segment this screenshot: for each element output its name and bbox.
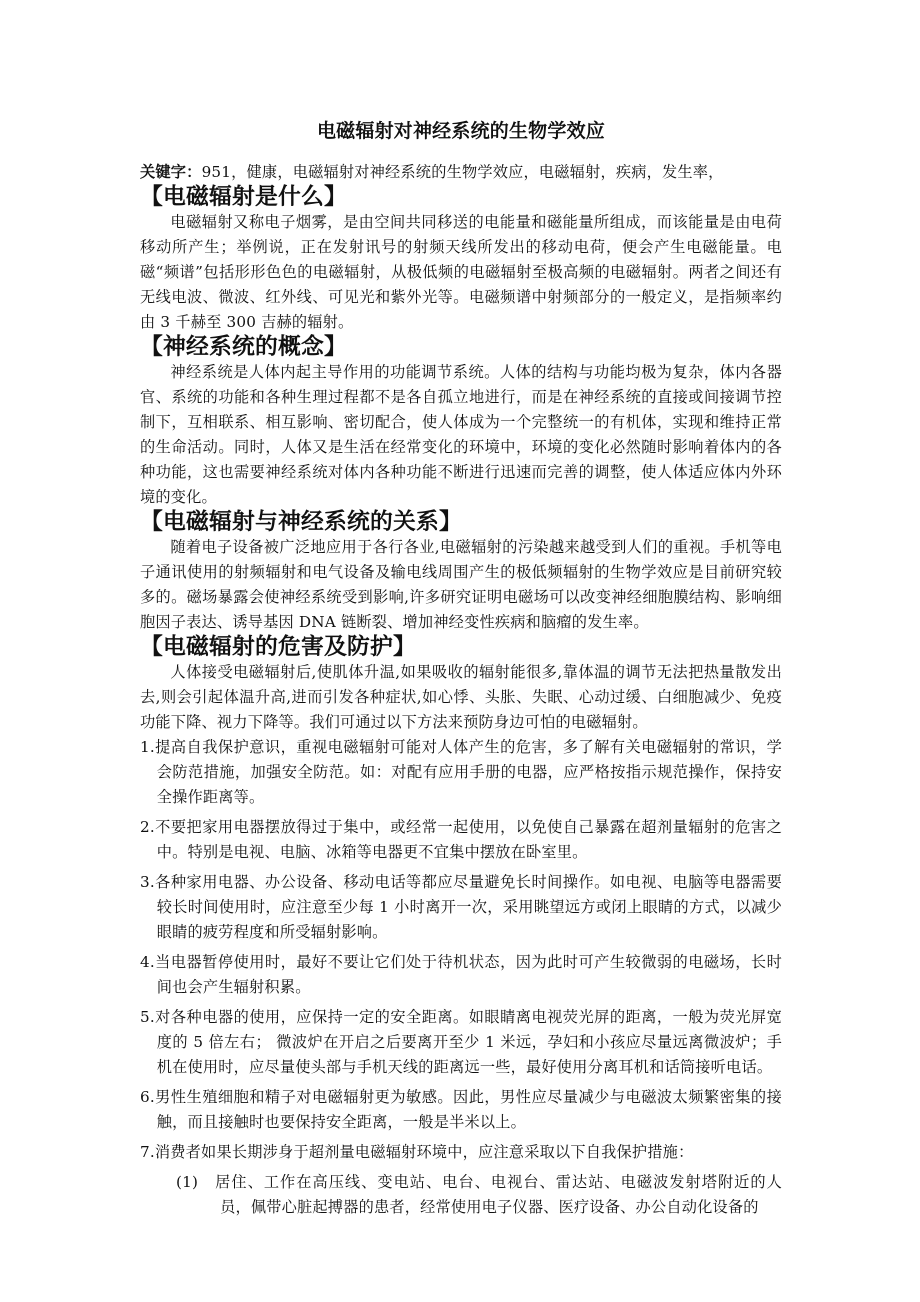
section-paragraph-nervous-system: 神经系统是人体内起主导作用的功能调节系统。人体的结构与功能均极为复杂，体内各器官、系统的功能和各种生理过程都不是各自孤立地进行，而是在神经系统的直接或间接调节控制下，互相联系、相互影响、密切配合，使人体成为一个完整统一的有机体，实现和维持正常的生命活动。同时，人体又是生活在经常变化的环境中，环境的变化必然随时影响着体内的各种功能，这也需要神经系统对体内各种功能不断进行迅速而完善的调整，使人体适应体内外环境的变化。: [140, 363, 782, 506]
section-paragraph-hazards-protection: 人体接受电磁辐射后,使肌体升温,如果吸收的辐射能很多,靠体温的调节无法把热量散发出去,则会引起体温升高,进而引发各种症状,如心悸、头胀、失眠、心动过缓、白细胞减少、免疫功能下降、视力下降等。我们可通过以下方法来预防身边可怕的电磁辐射。: [140, 663, 782, 731]
keywords-line: [140, 160, 782, 185]
section-heading-hazards-protection: 【电磁辐射的危害及防护】: [140, 634, 416, 660]
protection-list: [140, 735, 782, 1165]
keywords-label: 关键字：: [140, 163, 202, 181]
protection-list-item-2: 2.不要把家用电器摆放得过于集中，或经常一起使用，以免使自己暴露在超剂量辐射的危害之中。特别是电视、电脑、冰箱等电器更不宜集中摆放在卧室里。: [140, 818, 782, 861]
section-paragraph-relationship: 随着电子设备被广泛地应用于各行各业,电磁辐射的污染越来越受到人们的重视。手机等电子通讯使用的射频辐射和电气设备及输电线周围产生的极低频辐射的生物学效应是目前研究较多的。磁场暴露会使神经系统受到影响,许多研究证明电磁场可以改变神经细胞膜结构、影响细胞因子表达、诱导基因 DNA 链断裂、增加神经变性疾病和脑瘤的发生率。: [140, 538, 782, 631]
keywords-text: 951，健康，电磁辐射对神经系统的生物学效应，电磁辐射，疾病，发生率，: [201, 163, 724, 181]
section-heading-relationship: 【电磁辐射与神经系统的关系】: [140, 509, 462, 535]
protection-list-item-7: 7.消费者如果长期涉身于超剂量电磁辐射环境中，应注意采取以下自我保护措施：: [140, 1143, 694, 1161]
protection-list-item-6: 6.男性生殖细胞和精子对电磁辐射更为敏感。因此，男性应尽量减少与电磁波太频繁密集的接触，而且接触时也要保持安全距离，一般是半米以上。: [140, 1088, 782, 1131]
document-title: 电磁辐射对神经系统的生物学效应: [316, 120, 605, 142]
protection-list-item-3: 3.各种家用电器、办公设备、移动电话等都应尽量避免长时间操作。如电视、电脑等电器需要较长时间使用时，应注意至少每 1 小时离开一次，采用眺望远方或闭上眼睛的方式，以减少眼睛的疲劳程度和所受辐射影响。: [140, 873, 782, 941]
protection-list-item-5: 5.对各种电器的使用，应保持一定的安全距离。如眼睛离电视荧光屏的距离，一般为荧光屏宽度的 5 倍左右； 微波炉在开启之后要离开至少 1 米远，孕妇和小孩应尽量远离微波炉；手机在使用时，应尽量使头部与手机天线的距离远一些，最好使用分离耳机和话筒接听电话。: [140, 1008, 782, 1076]
section-paragraph-what-is-emr: 电磁辐射又称电子烟雾，是由空间共同移送的电能量和磁能量所组成，而该能量是由电荷移动所产生；举例说，正在发射讯号的射频天线所发出的移动电荷，便会产生电磁能量。电磁“频谱”包括形形色色的电磁辐射，从极低频的电磁辐射至极高频的电磁辐射。两者之间还有无线电波、微波、红外线、可见光和紫外光等。电磁频谱中射频部分的一般定义，是指频率约由 3 千赫至 300 吉赫的辐射。: [140, 213, 782, 331]
protection-list-item-1: 1.提高自我保护意识，重视电磁辐射可能对人体产生的危害，多了解有关电磁辐射的常识，学会防范措施，加强安全防范。如：对配有应用手册的电器，应严格按指示规范操作，保持安全操作距离等。: [140, 738, 782, 806]
self-protection-sub-list: [140, 1170, 782, 1220]
sub-list-item-1: (1) 居住、工作在高压线、变电站、电台、电视台、雷达站、电磁波发射塔附近的人员，佩带心脏起搏器的患者，经常使用电子仪器、医疗设备、办公自动化设备的: [176, 1173, 782, 1216]
section-heading-nervous-system: 【神经系统的概念】: [140, 334, 347, 360]
protection-list-item-4: 4.当电器暂停使用时，最好不要让它们处于待机状态，因为此时可产生较微弱的电磁场，长时间也会产生辐射积累。: [140, 953, 782, 996]
document-body: [140, 118, 782, 1220]
section-heading-what-is-emr: 【电磁辐射是什么】: [140, 184, 347, 210]
